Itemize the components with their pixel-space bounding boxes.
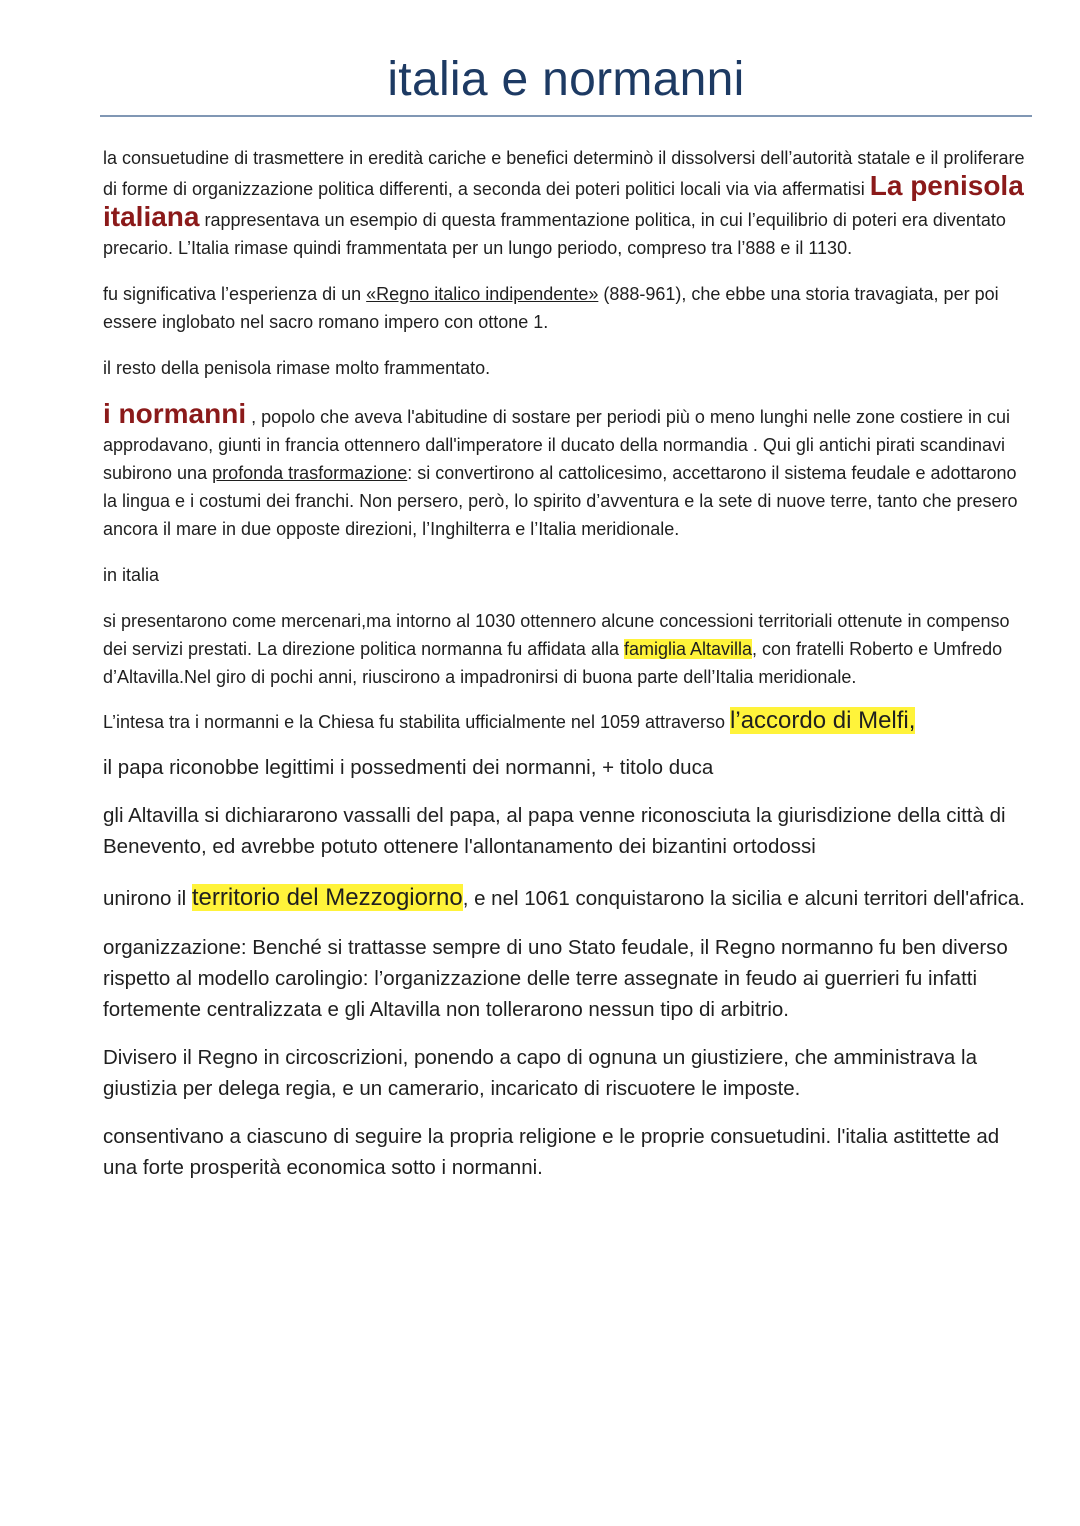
paragraph-text: : si convertirono al cattolicesimo, accettarono il sistema feudale e adottarono la lingua e i costumi dei franchi. Non persero, però, lo spirito d’avventura e la sete di nuove terre, tanto che presero ancora il mare in due opposte direzioni, l’Inghilterra e l’Italia meridionale. [103, 463, 1018, 539]
paragraph-religione: consentivano a ciascuno di seguire la propria religione e le proprie consuetudini. l'italia astittette ad una forte prosperità economica sotto i normanni. [103, 1125, 1000, 1179]
paragraph-text: unirono il [103, 887, 192, 910]
title-divider [100, 115, 1032, 117]
paragraph-text: (888-961), che ebbe una storia travagiata, per poi essere inglobato nel sacro romano impero con ottone 1. [103, 284, 999, 332]
highlight-territorio-mezzogiorno: territorio del Mezzogiorno [191, 884, 463, 911]
page-title: italia e normanni [387, 53, 745, 106]
paragraph-text: fu significativa l’esperienza di un [103, 284, 367, 304]
paragraph-text: rappresentava un esempio di questa frammentazione politica, in cui l’equilibrio di poteri era diventato precario. L’Italia rimase quindi frammentata per un lungo periodo, compreso tra l’888 e il 1130. [103, 210, 1006, 258]
profonda-trasformazione-link[interactable]: profonda trasformazione [212, 463, 408, 483]
paragraph-text: , e nel 1061 conquistarono la sicilia e alcuni territori dell'africa. [462, 887, 1025, 910]
paragraph-text: L’intesa tra i normanni e la Chiesa fu stabilita ufficialmente nel 1059 attraverso [103, 712, 731, 732]
highlight-famiglia-altavilla: famiglia Altavilla [623, 639, 753, 659]
section-heading-normanni: i normanni [103, 398, 247, 429]
paragraph-feudal-heredity [103, 144, 1033, 262]
section-heading-penisola: La penisola italiana [103, 170, 1024, 232]
paragraph-text: , con fratelli Roberto e Umfredo d’Altavilla.Nel giro di pochi anni, riuscirono a impadronirsi di buona parte dell’Italia meridionale. [103, 639, 1003, 687]
paragraph-circoscrizioni: Divisero il Regno in circoscrizioni, ponendo a capo di ognuna un giustiziere, che amministrava la giustizia per delega regia, e un camerario, incaricato di riscuotere le imposte. [103, 1046, 977, 1100]
paragraph-accordo-melfi [103, 707, 1033, 736]
paragraph-normanni [103, 400, 1033, 543]
paragraph-mezzogiorno [103, 882, 1033, 914]
paragraph-text: , popolo che aveva l'abitudine di sostare per periodi più o meno lunghi nelle zone costiere in cui approdavano, giunti in francia ottennero dall'imperatore il ducato della normandia . Qui gli antichi pirati scandinavi subirono una [103, 407, 1011, 483]
paragraph-papa-riconobbe: il papa riconobbe legittimi i possedmenti dei normanni, + titolo duca [103, 756, 714, 779]
paragraph-resto-penisola: il resto della penisola rimase molto frammentato. [103, 358, 491, 378]
regno-italico-link[interactable]: «Regno italico indipendente» [366, 284, 599, 304]
document-body [103, 144, 1033, 1183]
paragraph-organizzazione: organizzazione: Benché si trattasse sempre di uno Stato feudale, il Regno normanno fu ben diverso rispetto al modello carolingio: l’organizzazione delle terre assegnate in feudo ai guerrieri fu infatti fortemente centralizzata e gli Altavilla non tollerarono nessun tipo di arbitrio. [103, 936, 1008, 1021]
paragraph-text: si presentarono come mercenari,ma intorno al 1030 ottennero alcune concessioni territoriali ottenute in compenso dei servizi prestati. La direzione politica normanna fu affidata alla [103, 611, 1010, 659]
paragraph-text: la consuetudine di trasmettere in eredità cariche e benefici determinò il dissolversi dell’autorità statale e il proliferare di forme di organizzazione politica differenti, a seconda dei poteri politici locali via via affermatisi [103, 148, 1025, 199]
paragraph-in-italia: in italia [103, 565, 160, 585]
paragraph-vassalli: gli Altavilla si dichiararono vassalli del papa, al papa venne riconosciuta la giurisdizione della città di Benevento, ed avrebbe potuto ottenere l'allontanamento dei bizantini ortodossi [103, 804, 1006, 858]
paragraph-regno-italico [103, 280, 1033, 336]
paragraph-mercenari [103, 607, 1033, 691]
highlight-accordo-melfi: l’accordo di Melfi, [730, 707, 916, 734]
